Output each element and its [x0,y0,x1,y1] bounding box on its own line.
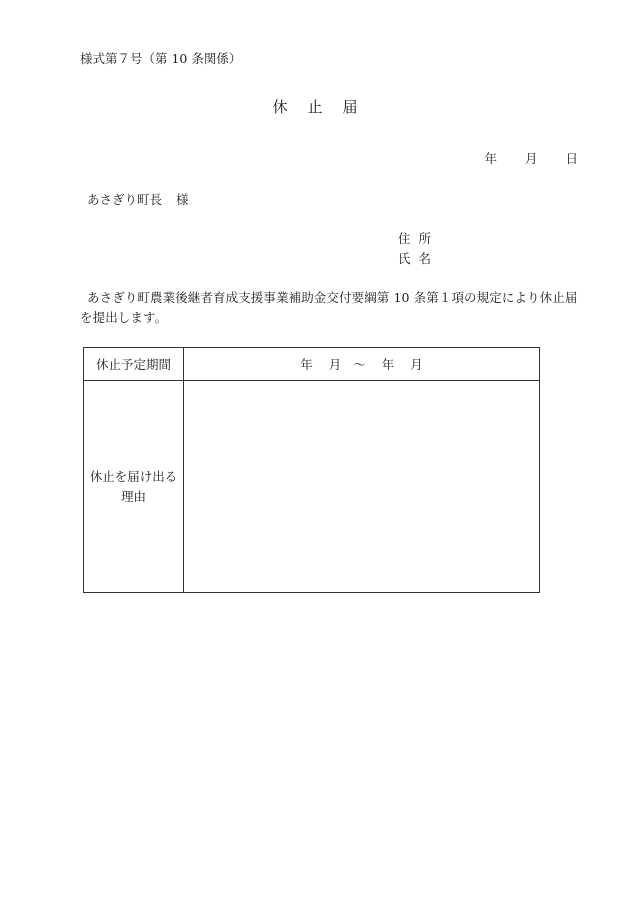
addressee [87,190,189,208]
addressee-name: あさぎり町長 [87,192,163,207]
reason-label: 休止を届け出る 理由 [84,381,184,593]
reason-value-field[interactable] [184,381,540,593]
date-year-label: 年 [484,151,497,166]
applicant-name-label: 氏 名 [398,251,432,266]
period-end-year: 年 [381,357,395,372]
period-value-field[interactable] [184,348,540,381]
table-row-reason [84,381,540,593]
period-start-month: 月 [328,357,342,372]
period-label: 休止予定期間 [84,348,184,381]
date-month-label: 月 [524,151,538,166]
addressee-honorific: 様 [176,192,189,207]
period-start-year: 年 [300,357,313,372]
submission-date [484,149,578,167]
date-day-label: 日 [565,151,578,166]
applicant-address-label: 住 所 [398,231,432,246]
period-separator: ～ [353,357,366,372]
body-text: あさぎり町農業後継者育成支援事業補助金交付要綱第 10 条第１項の規定により休止届を提出します。 [80,290,578,325]
table-row-period [84,348,540,381]
suspension-form-table [83,347,540,593]
document-title: 休止届 [272,98,378,116]
form-number: 様式第７号（第 10 条関係） [80,51,242,66]
period-end-month: 月 [410,357,423,372]
